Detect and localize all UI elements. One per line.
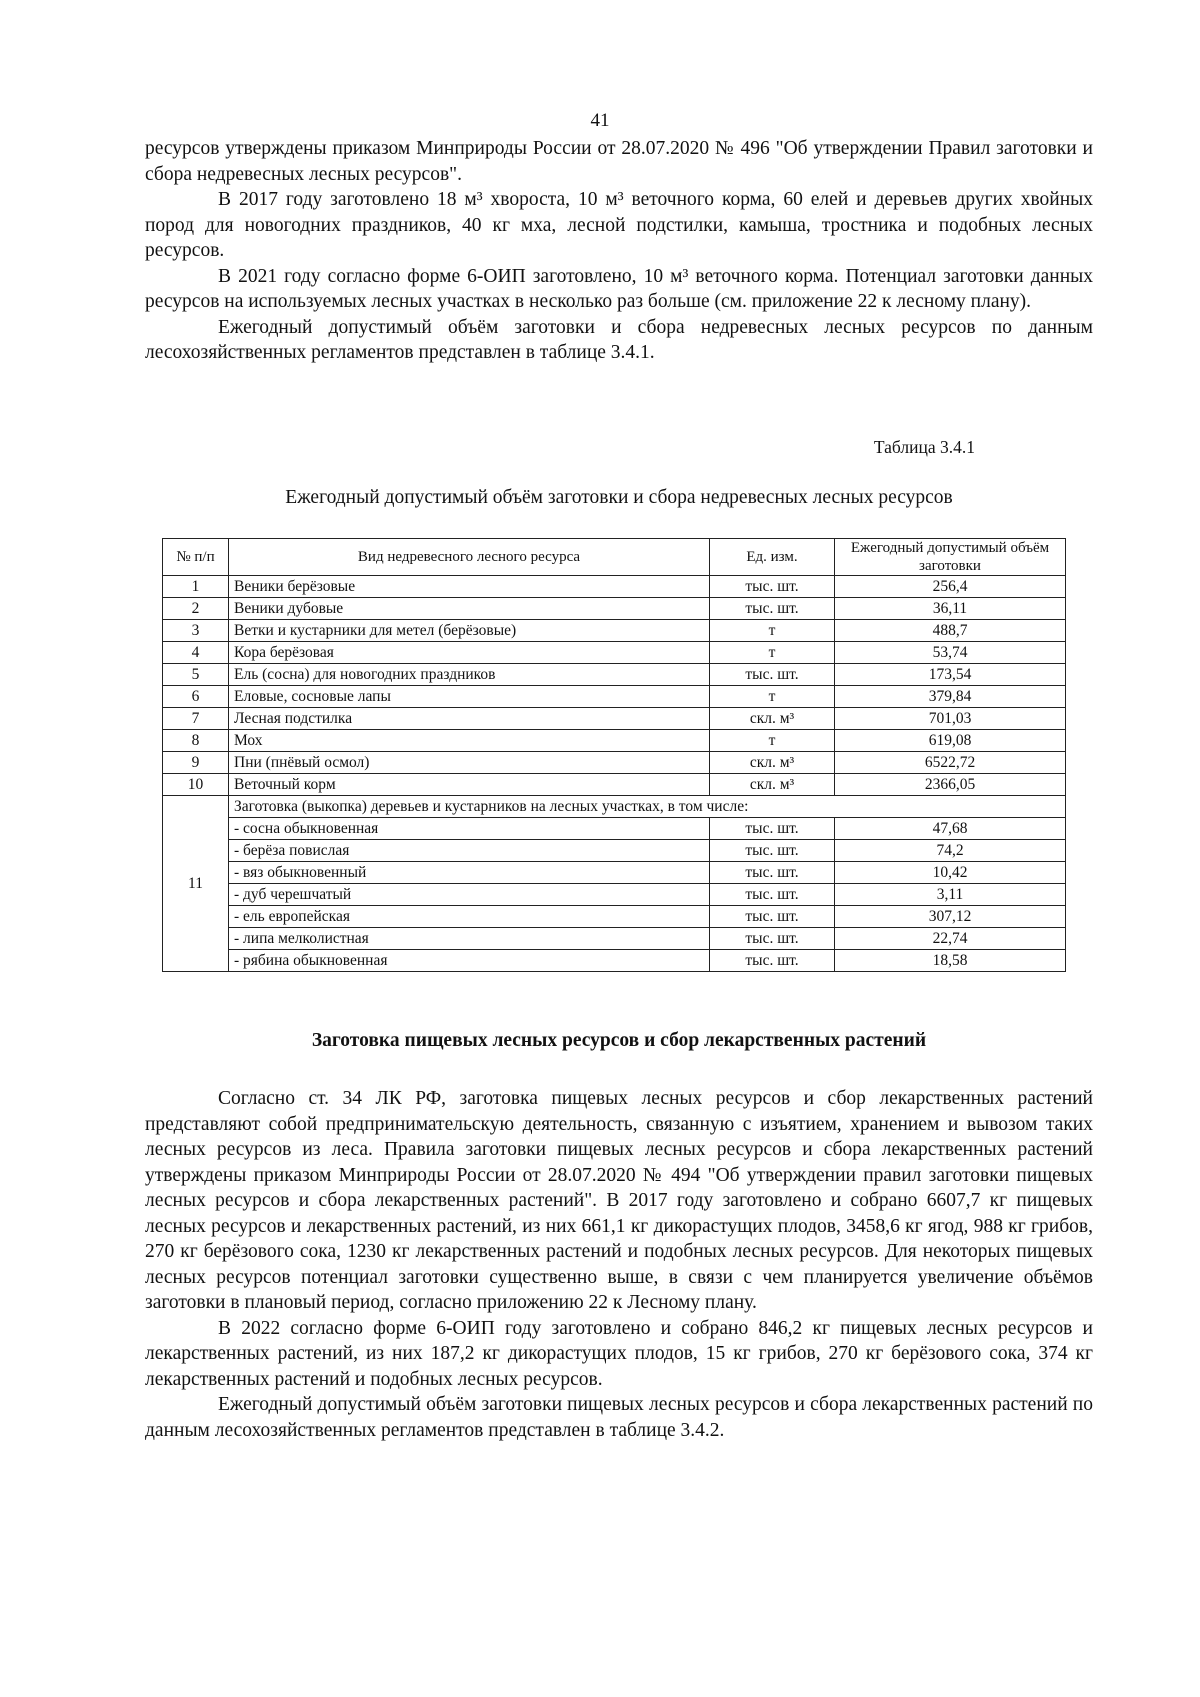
row-volume: 619,08 [835,730,1066,752]
row-volume: 36,11 [835,598,1066,620]
intro-paragraph-2: В 2017 году заготовлено 18 м³ хвороста, 10 м³ веточного корма, 60 елей и деревьев других хвойных пород для новогодних праздников, 40 кг мха, лесной подстилки, камыша, тростника и подобных лесных ресурсов. [145,189,1093,261]
row-num: 6 [163,686,229,708]
table-row [163,774,1066,796]
row-unit: тыс. шт. [710,664,835,686]
table-row [163,664,1066,686]
table-row [163,598,1066,620]
group-title: Заготовка (выкопка) деревьев и кустарников на лесных участках, в том числе: [229,796,1066,818]
row-unit: т [710,686,835,708]
row-resource: Ель (сосна) для новогодних праздников [229,664,710,686]
row-num: 8 [163,730,229,752]
row-volume: 701,03 [835,708,1066,730]
section-paragraph-2: В 2022 согласно форме 6-ОИП году заготовлено и собрано 846,2 кг пищевых лесных ресурсов и лекарственных растений, из них 187,2 кг дикорастущих плодов, 15 кг грибов, 270 кг берёзового сока, 374 кг лекарственных растений и подобных лесных ресурсов. [145,1317,1093,1390]
subrow-resource: - берёза повислая [229,840,710,862]
row-resource: Лесная подстилка [229,708,710,730]
row-unit: тыс. шт. [710,576,835,598]
row-volume: 53,74 [835,642,1066,664]
row-volume: 256,4 [835,576,1066,598]
row-num: 1 [163,576,229,598]
subrow-volume: 22,74 [835,928,1066,950]
row-unit: скл. м³ [710,774,835,796]
table-header-row [163,539,1066,576]
subrow-volume: 3,11 [835,884,1066,906]
subrow-unit: тыс. шт. [710,884,835,906]
row-unit: т [710,642,835,664]
row-unit: тыс. шт. [710,598,835,620]
subrow-volume: 307,12 [835,906,1066,928]
row-volume: 488,7 [835,620,1066,642]
table-row [163,708,1066,730]
row-volume: 2366,05 [835,774,1066,796]
table-subrow [163,840,1066,862]
subrow-unit: тыс. шт. [710,862,835,884]
header-unit: Ед. изм. [710,539,835,576]
row-unit: скл. м³ [710,752,835,774]
row-resource: Веники берёзовые [229,576,710,598]
table-subrow [163,862,1066,884]
section-paragraph-1: Согласно ст. 34 ЛК РФ, заготовка пищевых лесных ресурсов и сбор лекарственных растений представляют собой предпринимательскую деятельность, связанную с изъятием, хранением и вывозом таких лесных ресурсов из леса. Правила заготовки пищевых лесных ресурсов и сбора лекарственных растений утверждены приказом Минприроды России от 28.07.2020 № 494 "Об утверждении правил заготовки пищевых лесных ресурсов и сбора лекарственных растений". В 2017 году заготовлено и собрано 6607,7 кг пищевых лесных ресурсов и лекарственных растений, из них 661,1 кг дикорастущих плодов, 3458,6 кг ягод, 988 кг грибов, 270 кг берёзового сока, 1230 кг лекарственных растений и подобных лесных ресурсов. Для некоторых пищевых лесных ресурсов потенциал заготовки существенно выше, в связи с чем планируется увеличение объёмов заготовки в плановый период, согласно приложению 22 к Лесному плану. [145,1088,1093,1313]
table-row [163,752,1066,774]
subrow-volume: 47,68 [835,818,1066,840]
table-group-header-row [163,796,1066,818]
table-row [163,620,1066,642]
row-num: 9 [163,752,229,774]
row-num: 10 [163,774,229,796]
table-row [163,730,1066,752]
intro-paragraph-3: В 2021 году согласно форме 6-ОИП заготовлено, 10 м³ веточного корма. Потенциал заготовки данных ресурсов на используемых лесных участках в несколько раз больше (см. приложение 22 к лесному плану). [145,265,1093,312]
subrow-volume: 74,2 [835,840,1066,862]
subrow-unit: тыс. шт. [710,928,835,950]
row-resource: Ветки и кустарники для метел (берёзовые) [229,620,710,642]
header-volume: Ежегодный допустимый объём заготовки [835,539,1066,576]
table-title: Ежегодный допустимый объём заготовки и сбора недревесных лесных ресурсов [285,487,953,508]
row-unit: скл. м³ [710,708,835,730]
page-number: 41 [590,110,610,131]
subrow-unit: тыс. шт. [710,950,835,972]
section-text [145,1086,1093,1443]
group-num: 11 [163,796,229,972]
subrow-unit: тыс. шт. [710,818,835,840]
header-num: № п/п [163,539,229,576]
header-resource: Вид недревесного лесного ресурса [229,539,710,576]
table-subrow [163,818,1066,840]
section-heading: Заготовка пищевых лесных ресурсов и сбор лекарственных растений [311,1030,927,1051]
row-volume: 6522,72 [835,752,1066,774]
row-resource: Кора берёзовая [229,642,710,664]
table-subrow [163,884,1066,906]
row-num: 7 [163,708,229,730]
intro-paragraph-1: ресурсов утверждены приказом Минприроды России от 28.07.2020 № 496 "Об утверждении Правил заготовки и сбора недревесных лесных ресурсов". [145,138,1093,185]
subrow-resource: - вяз обыкновенный [229,862,710,884]
subrow-resource: - липа мелколистная [229,928,710,950]
subrow-resource: - дуб черешчатый [229,884,710,906]
subrow-volume: 10,42 [835,862,1066,884]
row-resource: Еловые, сосновые лапы [229,686,710,708]
table-caption: Таблица 3.4.1 [873,437,975,457]
row-num: 3 [163,620,229,642]
row-num: 5 [163,664,229,686]
subrow-unit: тыс. шт. [710,840,835,862]
table-row [163,576,1066,598]
table-row [163,642,1066,664]
subrow-volume: 18,58 [835,950,1066,972]
table-subrow [163,950,1066,972]
intro-paragraph-4: Ежегодный допустимый объём заготовки и сбора недревесных лесных ресурсов по данным лесохозяйственных регламентов представлен в таблице 3.4.1. [145,316,1093,363]
section-paragraph-3: Ежегодный допустимый объём заготовки пищевых лесных ресурсов и сбора лекарственных растений по данным лесохозяйственных регламентов представлен в таблице 3.4.2. [145,1394,1093,1441]
table-subrow [163,906,1066,928]
resources-table [162,538,1066,972]
row-volume: 379,84 [835,686,1066,708]
intro-text [145,136,1093,366]
row-resource: Пни (пнёвый осмол) [229,752,710,774]
subrow-resource: - рябина обыкновенная [229,950,710,972]
table-row [163,686,1066,708]
row-resource: Мох [229,730,710,752]
subrow-resource: - сосна обыкновенная [229,818,710,840]
row-unit: т [710,730,835,752]
row-unit: т [710,620,835,642]
row-resource: Веточный корм [229,774,710,796]
table-subrow [163,928,1066,950]
row-volume: 173,54 [835,664,1066,686]
subrow-unit: тыс. шт. [710,906,835,928]
row-resource: Веники дубовые [229,598,710,620]
subrow-resource: - ель европейская [229,906,710,928]
row-num: 4 [163,642,229,664]
row-num: 2 [163,598,229,620]
